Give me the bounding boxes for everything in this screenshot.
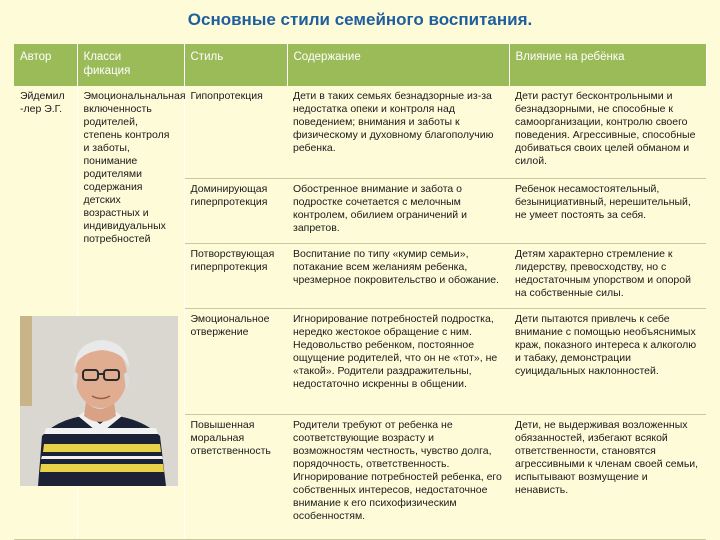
classification-line: родителями bbox=[83, 168, 143, 180]
classification-line: родителей, bbox=[83, 116, 138, 128]
content-cell: Родители требуют от ребенка не соответствующие возрасту и возможностям честность, чувство долга, порядочность, ответственность. Игнорирование потребностей ребенка, его собственных интересов, недостаточное внимание к его психофизическим особенностям. bbox=[287, 414, 509, 540]
header-author: Автор bbox=[14, 44, 77, 86]
classification-line: понимание bbox=[83, 155, 138, 167]
header-content: Содержание bbox=[287, 44, 509, 86]
influence-cell: Дети растут бесконтрольными и безнадзорными, не способные к самоорганизации, контролю своего поведения. Агрессивные, способные добиваться своих целей обманом и силой. bbox=[509, 86, 706, 178]
style-cell: Повышенная моральная ответственность bbox=[184, 414, 287, 540]
classification-line: детских bbox=[83, 194, 121, 206]
classification-line: потребностей bbox=[83, 233, 151, 245]
content-cell: Обостренное внимание и забота о подростке сочетается с мелочным контролем, обилием ограничений и запретов. bbox=[287, 178, 509, 243]
author-name-line2: -лер Э.Г. bbox=[20, 103, 63, 115]
influence-cell: Дети пытаются привлечь к себе внимание с помощью необъяснимых краж, показного интереса к алкоголю и табаку, демонстрации суицидальных наклонностей. bbox=[509, 308, 706, 414]
header-classification-line1: Класси bbox=[83, 51, 122, 63]
style-cell: Эмоциональное отвержение bbox=[184, 308, 287, 414]
classification-line: содержания bbox=[83, 181, 143, 193]
header-classification bbox=[77, 44, 184, 86]
author-portrait bbox=[20, 316, 178, 486]
table-row bbox=[14, 86, 706, 178]
header-classification-line2: фикация bbox=[83, 65, 131, 77]
classification-line: индивидуальных bbox=[83, 220, 166, 232]
influence-cell: Дети, не выдерживая возложенных обязанностей, избегают всякой ответственности, становятся агрессивными к членам своей семьи, испытывают возмущение и ненависть. bbox=[509, 414, 706, 540]
classification-line: степень контроля bbox=[83, 129, 170, 141]
content-cell: Игнорирование потребностей подростка, нередко жестокое обращение с ним. Недовольство ребенком, постоянное ощущение родителей, что он не «тот», не «такой». Родители раздражительны, недостаточно искренны в общении. bbox=[287, 308, 509, 414]
header-influence: Влияние на ребёнка bbox=[509, 44, 706, 86]
style-cell: Гипопротекция bbox=[184, 86, 287, 178]
classification-line: и заботы, bbox=[83, 142, 130, 154]
influence-cell: Ребенок несамостоятельный, безынициативный, нерешительный, не умеет постоять за себя. bbox=[509, 178, 706, 243]
header-style: Стиль bbox=[184, 44, 287, 86]
content-cell: Дети в таких семьях безнадзорные из-за недостатка опеки и контроля над поведением; внимания и заботы к физическому и духовному благополучию ребенка. bbox=[287, 86, 509, 178]
style-cell: Доминирующая гиперпротекция bbox=[184, 178, 287, 243]
classification-line: Эмоциональнальная включенность bbox=[83, 90, 186, 115]
classification-line: возрастных и bbox=[83, 207, 149, 219]
content-cell: Воспитание по типу «кумир семьи», потакание всем желаниям ребенка, чрезмерное покровительство и обожание. bbox=[287, 243, 509, 308]
influence-cell: Детям характерно стремление к лидерству, превосходству, но с недостаточным упорством и опорой на собственные силы. bbox=[509, 243, 706, 308]
slide-title: Основные стили семейного воспитания. bbox=[187, 10, 533, 29]
author-portrait-photo bbox=[20, 316, 178, 486]
style-cell: Потворствующая гиперпротекция bbox=[184, 243, 287, 308]
author-name-line1: Эйдемил bbox=[20, 90, 65, 102]
table-header-row bbox=[14, 44, 706, 86]
